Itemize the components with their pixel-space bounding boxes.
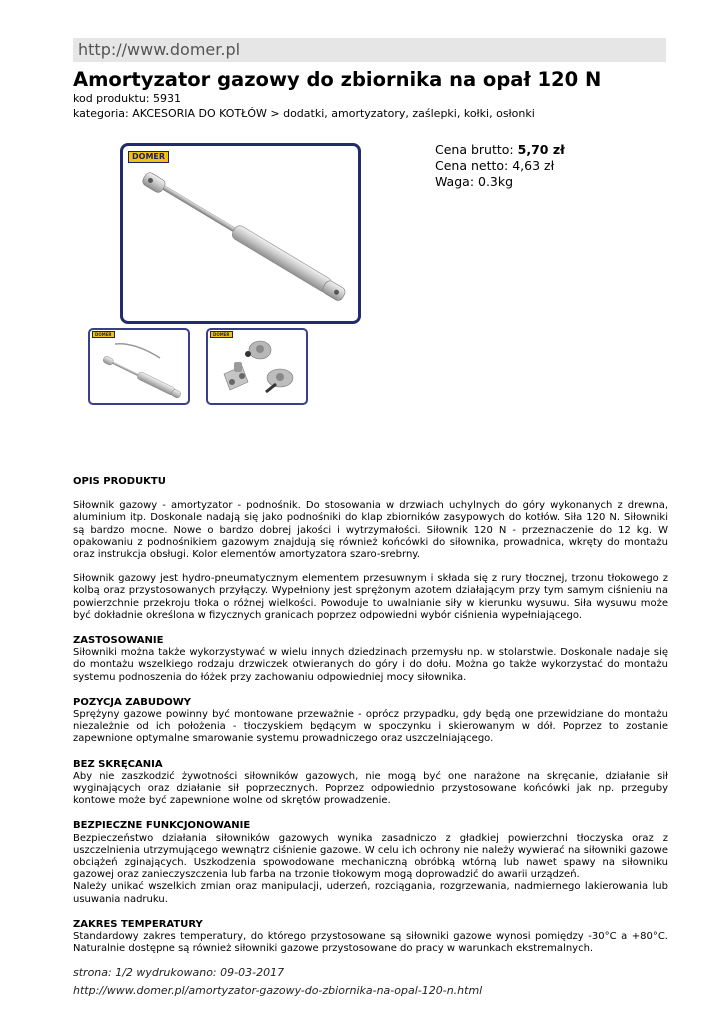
- section-temperatury-text: Standardowy zakres temperatury, do którego przystosowane są siłowniki gazowe wynosi pomiędzy -30°C a +80°C. Naturalnie dostępne są również siłowniki gazowe przystosowane do pracy w warunkach ekstremalnych.: [73, 931, 668, 955]
- gas-spring-illustration: [123, 146, 358, 321]
- description-heading: OPIS PRODUKTU: [73, 476, 166, 487]
- section-zastosowanie-text: Siłowniki można także wykorzystywać w wielu innych dziedzinach przemysłu np. w stolarstwie. Doskonale nadaje się do montażu wszelkiego rodzaju drzwiczek otwieranych do góry i do dołu. Można go także wykorzystać do montażu systemu podnoszenia do łóżek przy zachowaniu odpowiedniej mocy siłownika.: [73, 647, 668, 683]
- price-brutto-label: Cena brutto:: [435, 142, 514, 157]
- main-product-image[interactable]: [120, 143, 361, 324]
- footer-page-info: strona: 1/2 wydrukowano: 09-03-2017: [73, 966, 285, 979]
- description-paragraph-2: Siłownik gazowy jest hydro-pneumatycznym elementem przesuwnym i składa się z rury tłocznej, trzonu tłokowego z kolbą oraz przystosowanych przyłączy. Wypełniony jest sprężonym azotem działającym przy tym samym ciśnieniu na powierzchnie przekroju tłoka o różnej wielkości. Powoduje to uwalnianie siły w kierunku wysuwu. Siła wysuwu może być dokładnie określona w fizycznych granicach poprzez odpowiedni wybór ciśnienia wypełniającego.: [73, 573, 668, 621]
- gas-spring-thumb-illustration: [90, 330, 188, 403]
- footer-url[interactable]: http://www.domer.pl/amortyzator-gazowy-do-zbiornika-na-opal-120-n.html: [73, 984, 483, 997]
- section-pozycja-text: Sprężyny gazowe powinny być montowane przeważnie - oprócz przypadku, gdy będą one przewidziane do montażu niezależnie od ich położenia - tłoczyskiem będącym w spoczynku i skierowanym w dół. Poprzez to zostanie zapewnione optymalne smarowanie systemu prowadniczego oraz uszczelniającego.: [73, 709, 668, 745]
- section-bezpieczne-text-2: Należy unikać wszelkich zmian oraz manipulacji, uderzeń, rozciągania, rozgrzewania, nadmiernego lakierowania lub usuwania nadruku.: [73, 881, 668, 905]
- section-bezpieczne-title: BEZPIECZNE FUNKCJONOWANIE: [73, 820, 251, 832]
- product-code: kod produktu: 5931: [73, 92, 181, 105]
- section-temperatury-title: ZAKRES TEMPERATURY: [73, 918, 203, 930]
- product-description: [73, 476, 668, 956]
- domer-logo-small: DOMER: [210, 331, 233, 338]
- section-zastosowanie-title: ZASTOSOWANIE: [73, 635, 164, 647]
- price-brutto-value: 5,70 zł: [517, 142, 565, 157]
- product-weight: Waga: 0.3kg: [435, 174, 514, 189]
- price-brutto: [435, 142, 565, 158]
- section-bezpieczne-text-1: Bezpieczeństwo działania siłowników gazowych wynika zasadniczo z gładkiej powierzchni tłoczyska oraz z uszczelnienia utrzymującego wewnątrz ciśnienie gazowe. W celu ich ochrony nie należy wywierać na siłowniki gazowe obciążeń zginających. Uszkodzenia spowodowane mechaniczną obróbką wtórną lub nawet spawy na siłowniku gazowej oraz zanieczyszczenia lub farba na trzonie tłokowym mogą doprowadzić do awarii urządzeń.: [73, 832, 668, 881]
- product-title: Amortyzator gazowy do zbiornika na opał 120 N: [73, 68, 602, 91]
- description-paragraph-1: Siłownik gazowy - amortyzator - podnośnik. Do stosowania w drzwiach uchylnych do góry wykonanych z drewna, aluminium itp. Doskonale nadają się jako podnośniki do klap zbiorników zasypowych do kotłów. Siła 120 N. Siłowniki są bardzo mocne. Nowe o bardzo dobrej jakości i wytrzymałości. Siłownik 120 N - przeznaczenie do 12 kg. W opakowaniu z podnośnikiem gazowym znajdują się również końcówki do siłownika, prowadnica, wkręty do montażu oraz instrukcja obsługi. Kolor elementów amortyzatora szaro-srebrny.: [73, 500, 668, 561]
- product-category: kategoria: AKCESORIA DO KOTŁÓW > dodatki, amortyzatory, zaślepki, kołki, osłonki: [73, 107, 535, 120]
- domer-logo-small: DOMER: [92, 331, 115, 338]
- section-pozycja-title: POZYCJA ZABUDOWY: [73, 696, 192, 708]
- domer-logo: DOMER: [128, 151, 169, 163]
- section-skrecania-text: Aby nie zaszkodzić żywotności siłowników gazowych, nie mogą być one narażone na skręcanie, działanie sił wyginających oraz działanie sił poprzecznych. Poprzez odpowiednio przystosowane końcówki jak np. przeguby kontowe może być zapewnione wolne od skrętów prowadzenie.: [73, 770, 668, 807]
- mounting-parts-illustration: [208, 330, 306, 403]
- thumbnail-mounting-parts[interactable]: [206, 328, 308, 405]
- site-url[interactable]: http://www.domer.pl: [73, 38, 666, 62]
- section-skrecania-title: BEZ SKRĘCANIA: [73, 758, 163, 770]
- price-box: [435, 142, 565, 190]
- price-netto: Cena netto: 4,63 zł: [435, 158, 555, 173]
- thumbnail-gas-spring[interactable]: [88, 328, 190, 405]
